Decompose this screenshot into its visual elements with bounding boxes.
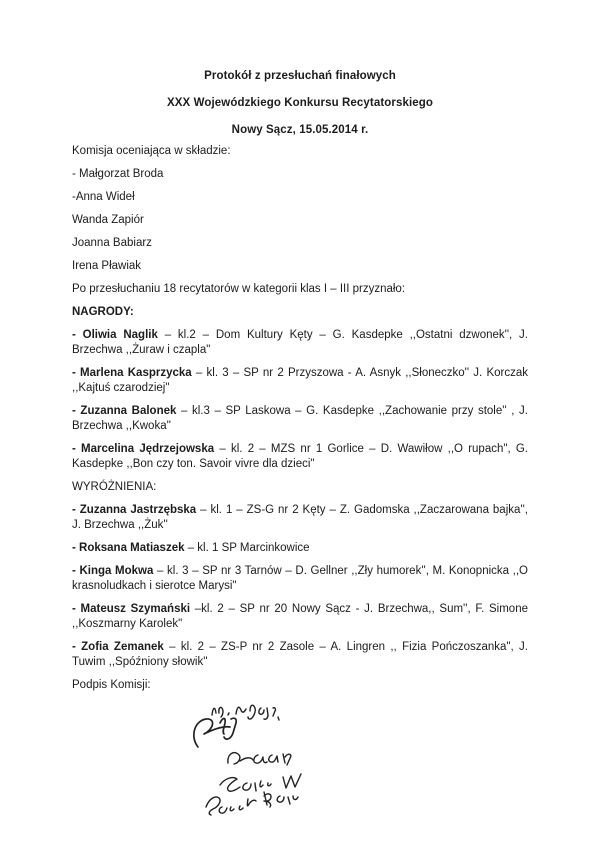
committee-member-2: -Anna Wideł — [72, 191, 135, 203]
distinction-entry-5-details: – kl. 2 – ZS-P nr 2 Zasole – A. Lingren ,, Fizia Pończoszanka", J. Tuwim ,,Spóźniony słowik'' — [72, 641, 528, 668]
distinction-entry-1 — [72, 503, 528, 533]
distinction-entry-3 — [72, 564, 528, 594]
distinction-entry-1-name: - Zuzanna Jastrzębska — [72, 504, 197, 516]
award-entry-2 — [72, 366, 528, 396]
distinction-entry-3-name: - Kinga Mokwa — [72, 565, 154, 577]
section-heading-awards: NAGRODY: — [72, 306, 134, 318]
distinction-entry-2-details: – kl. 1 SP Marcinkowice — [184, 542, 310, 554]
signature-ink-icon — [184, 701, 344, 819]
distinction-entry-5 — [72, 640, 528, 670]
document-title: Protokół z przesłuchań finałowych — [204, 70, 396, 82]
award-entry-4-details: – kl. 2 – MZS nr 1 Gorlice – D. Wawiłow ,,O rupach", G. Kasdepke ,,Bon czy ton. Savoir vivre dla dzieci" — [72, 443, 528, 470]
award-entry-1-name: - Oliwia Naglik — [72, 329, 158, 341]
distinction-entry-5-name: - Zofia Zemanek — [72, 641, 164, 653]
distinction-entry-3-details: – kl. 3 – SP nr 3 Tarnów – D. Gellner ,,Zły humorek'', M. Konopnicka ,,O krasnoludkach i sierotce Marysi" — [72, 565, 529, 592]
award-entry-4-name: - Marcelina Jędrzejowska — [72, 443, 215, 455]
award-entry-1 — [72, 328, 528, 358]
committee-member-5: Irena Pławiak — [72, 260, 142, 272]
award-entry-4 — [72, 442, 528, 472]
committee-member-3: Wanda Zapiór — [72, 214, 144, 226]
committee-member-4: Joanna Babiarz — [72, 237, 152, 249]
award-entry-2-name: - Marlena Kasprzycka — [72, 367, 192, 379]
distinction-entry-2 — [72, 541, 528, 556]
award-entry-1-details: – kl.2 – Dom Kultury Kęty – G. Kasdepke ,,Ostatni dzwonek'', J. Brzechwa ,,Żuraw i czapla" — [72, 329, 528, 356]
committee-heading: Komisja oceniająca w składzie: — [72, 145, 231, 157]
summary-line: Po przesłuchaniu 18 recytatorów w kategorii klas I – III przyznało: — [72, 283, 406, 295]
award-entry-3-name: - Zuzanna Balonek — [72, 405, 177, 417]
document-place-date: Nowy Sącz, 15.05.2014 r. — [231, 124, 369, 136]
handwritten-signature — [184, 701, 528, 819]
committee-member-1: - Małgorzat Broda — [72, 168, 164, 180]
award-entry-3-details: – kl.3 – SP Laskowa – G. Kasdepke ,,Zachowanie przy stole'' , J. Brzechwa ,,Kwoka'' — [72, 405, 528, 432]
award-entry-3 — [72, 404, 528, 434]
distinction-entry-2-name: - Roksana Matiaszek — [72, 542, 185, 554]
distinction-entry-4-details: –kl. 2 – SP nr 20 Nowy Sącz - J. Brzechwa,, Sum'', F. Simone ,,Koszmarny Karolek" — [72, 603, 528, 630]
distinction-entry-4 — [72, 602, 528, 632]
distinction-entry-1-details: – kl. 1 – ZS-G nr 2 Kęty – Z. Gadomska ,,Zaczarowana bajka'', J. Brzechwa ,,Żuk'' — [72, 504, 528, 531]
distinction-entry-4-name: - Mateusz Szymański — [72, 603, 191, 615]
signature-label: Podpis Komisji: — [72, 679, 151, 691]
document-subtitle: XXX Wojewódzkiego Konkursu Recytatorskiego — [167, 97, 433, 109]
award-entry-2-details: – kl. 3 – SP nr 2 Przyszowa - A. Asnyk ,,Słoneczko'' J. Korczak ,,Kajtuś czarodziej" — [72, 367, 528, 394]
section-heading-distinctions: WYRÓŻNIENIA: — [72, 481, 157, 493]
